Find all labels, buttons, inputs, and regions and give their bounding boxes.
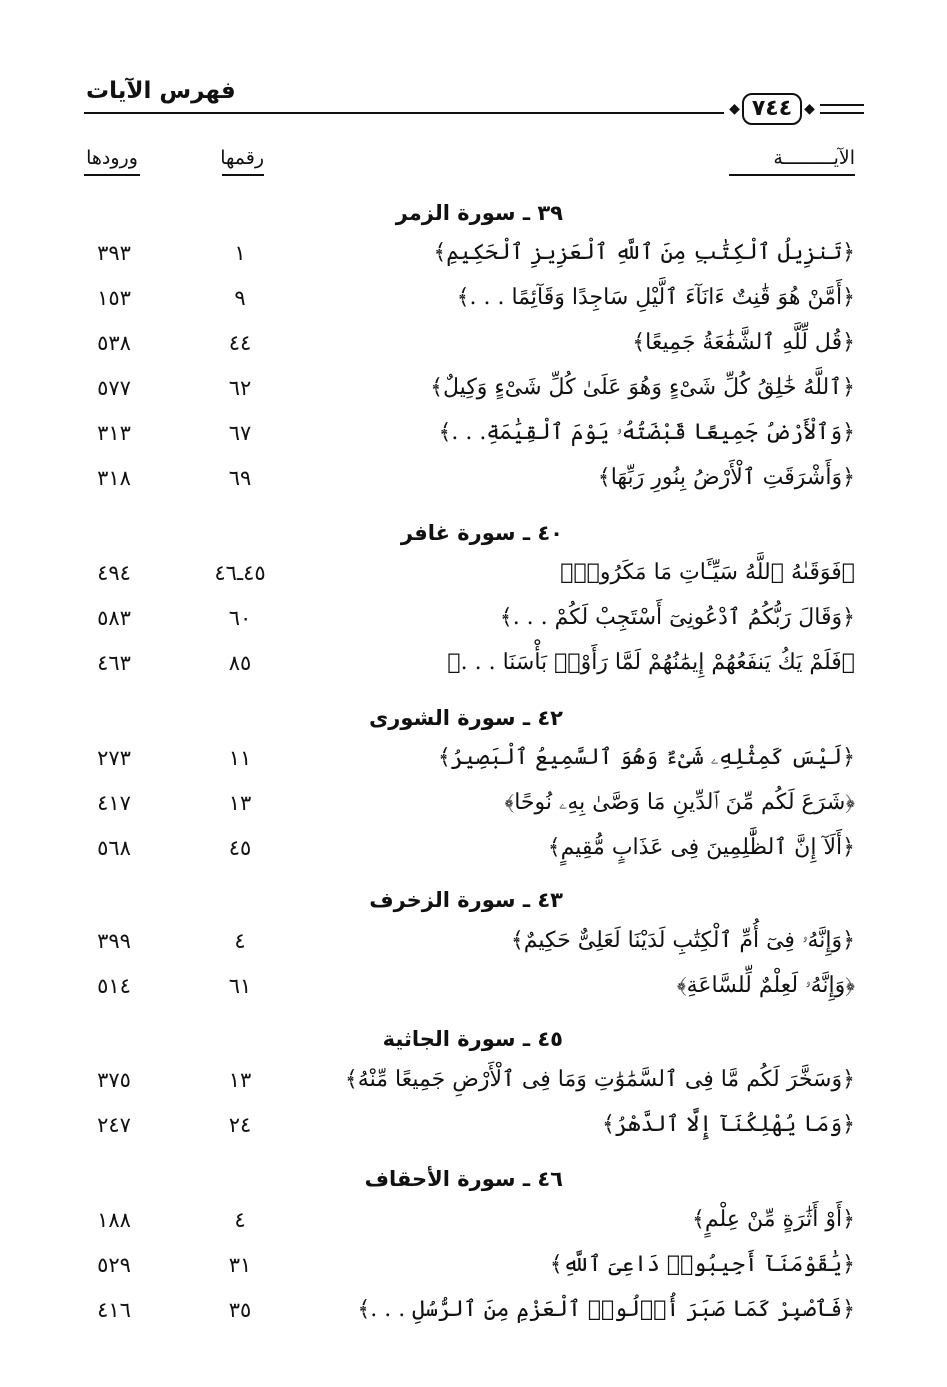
ayah-text: ﴿وَسَخَّرَ لَكُم مَّا فِى ٱلسَّمَٰوَٰتِ وَمَا فِى ٱلْأَرْضِ جَمِيعًا مِّنْهُ﴾ [344,1067,855,1092]
verse-number: ١٣ [228,1068,252,1092]
column-header-location: ورودها [84,146,140,176]
reference-page: ٤٦٣ [97,651,131,675]
ayah-text: ﴿أَلَآ إِنَّ ٱلظَّٰلِمِينَ فِى عَذَابٍ مُّقِيمٍ﴾ [547,835,855,860]
reference-page: ٥٣٨ [97,331,131,355]
section-title: ٤٣ ـ سورة الزخرف [369,888,563,912]
verse-number: ٢٤ [228,1113,252,1137]
reference-page: ٣٩٣ [97,241,131,265]
ayah-text: ﴿قُل لِّلَّهِ ٱلشَّفَٰعَةُ جَمِيعًا﴾ [632,330,855,355]
page-number-frame [724,92,820,126]
verse-number: ١ [234,241,246,265]
ayah-text: ﴿فَوَقَىٰهُ ٱللَّهُ سَيِّـَٔاتِ مَا مَكَرُوا۟﴾ [560,560,855,585]
ayah-text: ﴿وَمَا يُهْلِكُنَآ إِلَّا ٱلدَّهْرُ﴾ [601,1112,855,1137]
table-row [0,966,947,1006]
verse-number: ٣١ [228,1253,252,1277]
table-row [0,1200,947,1240]
verse-number: ٦٠ [228,606,252,630]
header-rule [84,112,724,114]
reference-page: ٥١٤ [97,974,131,998]
table-row [0,368,947,408]
verse-number: ٦٧ [228,421,252,445]
ayah-text: ﴿ٱللَّهُ خَٰلِقُ كُلِّ شَىْءٍ وَهُوَ عَلَىٰ كُلِّ شَىْءٍ وَكِيلٌ﴾ [430,375,855,400]
verse-number: ٤٥ـ٤٦ [214,561,266,585]
ayah-text: ﴿شَرَعَ لَكُم مِّنَ ٱلدِّينِ مَا وَصَّىٰ بِهِۦ نُوحًا﴾ [504,790,855,815]
table-row [0,1105,947,1145]
table-row [0,233,947,273]
ayah-text: ﴿وَإِنَّهُۥ فِىٓ أُمِّ ٱلْكِتَٰبِ لَدَيْنَا لَعَلِىٌّ حَكِيمٌ﴾ [510,928,855,953]
table-row [0,921,947,961]
verse-number: ٦٢ [228,376,252,400]
reference-page: ٤١٧ [97,791,131,815]
ayah-text: ﴿وَٱلْأَرْضُ جَمِيعًا قَبْضَتُهُۥ يَوْمَ ٱلْقِيَٰمَةِ. . .﴾ [438,420,855,445]
ayah-text: ﴿يَٰقَوْمَنَآ أَجِيبُوا۟ دَاعِىَ ٱللَّهِ﴾ [549,1252,855,1277]
table-row [0,458,947,498]
verse-number: ١٣ [228,791,252,815]
table-row [0,1245,947,1285]
reference-page: ١٨٨ [97,1208,131,1232]
table-row [0,828,947,868]
reference-page: ٢٤٧ [97,1113,131,1137]
reference-page: ٤١٦ [97,1298,131,1322]
reference-page: ٥٧٧ [97,376,131,400]
verse-number: ٤ [234,1208,246,1232]
header-rule-right [820,104,864,114]
reference-page: ٥٢٩ [97,1253,131,1277]
section-title: ٤٥ ـ سورة الجاثية [382,1027,563,1051]
table-row [0,1060,947,1100]
reference-page: ٣٩٩ [97,929,131,953]
ornament-left-icon: ◆ [729,101,740,117]
section-title: ٤٦ ـ سورة الأحقاف [364,1167,563,1191]
running-title: فهرس الآيات [86,78,236,104]
ayah-text: ﴿فَلَمْ يَكُ يَنفَعُهُمْ إِيمَٰنُهُمْ لَمَّا رَأَوْا۟ بَأْسَنَا . . .﴾ [447,650,855,675]
column-header-number: رقمها [222,146,264,176]
table-row [0,323,947,363]
reference-page: ٥٨٣ [97,606,131,630]
verse-number: ٣٥ [228,1298,252,1322]
table-row [0,413,947,453]
table-row [0,783,947,823]
verse-number: ٦٩ [228,466,252,490]
ayah-text: ﴿فَٱصْبِرْ كَمَا صَبَرَ أُو۟لُوا۟ ٱلْعَزْمِ مِنَ ٱلرُّسُلِ . . .﴾ [357,1297,855,1322]
ornament-right-icon: ◆ [804,101,815,117]
ayah-text: ﴿وَإِنَّهُۥ لَعِلْمٌ لِّلسَّاعَةِ﴾ [676,973,855,998]
column-header-ayah: الآيـــــــــة [729,146,855,176]
section-title: ٤٢ ـ سورة الشورى [368,706,563,730]
ayah-text: ﴿وَأَشْرَقَتِ ٱلْأَرْضُ بِنُورِ رَبِّهَا﴾ [597,465,855,490]
ayah-text: ﴿تَنزِيلُ ٱلْكِتَٰبِ مِنَ ٱللَّهِ ٱلْعَزِيزِ ٱلْحَكِيمِ﴾ [433,240,855,265]
ayah-text: ﴿وَقَالَ رَبُّكُمُ ٱدْعُونِىٓ أَسْتَجِبْ لَكُمْ . . .﴾ [499,605,855,630]
verse-number: ٩ [234,286,246,310]
reference-page: ٣١٨ [97,466,131,490]
table-row [0,1290,947,1330]
table-row [0,643,947,683]
verse-number: ٤ [234,929,246,953]
reference-page: ٤٩٤ [97,561,131,585]
section-title: ٣٩ ـ سورة الزمر [395,201,563,225]
page-number: ٧٤٤ [742,93,802,125]
reference-page: ١٥٣ [97,286,131,310]
verse-number: ٤٤ [228,331,252,355]
reference-page: ٥٦٨ [97,836,131,860]
verse-number: ٤٥ [228,836,252,860]
ayah-text: ﴿أَمَّنْ هُوَ قَٰنِتٌ ءَانَآءَ ٱلَّيْلِ سَاجِدًا وَقَآئِمًا . . .﴾ [456,285,855,310]
table-row [0,553,947,593]
section-title: ٤٠ ـ سورة غافر [400,521,563,545]
table-row [0,738,947,778]
ayah-text: ﴿أَوْ أَثَٰرَةٍ مِّنْ عِلْمٍ﴾ [692,1207,855,1232]
verse-number: ١١ [228,746,252,770]
ayah-text: ﴿لَيْسَ كَمِثْلِهِۦ شَىْءٌ وَهُوَ ٱلسَّمِيعُ ٱلْبَصِيرُ﴾ [437,745,855,770]
reference-page: ٢٧٣ [97,746,131,770]
verse-number: ٨٥ [228,651,252,675]
reference-page: ٣٧٥ [97,1068,131,1092]
verse-number: ٦١ [228,974,252,998]
reference-page: ٣١٣ [97,421,131,445]
table-row [0,598,947,638]
table-row [0,278,947,318]
